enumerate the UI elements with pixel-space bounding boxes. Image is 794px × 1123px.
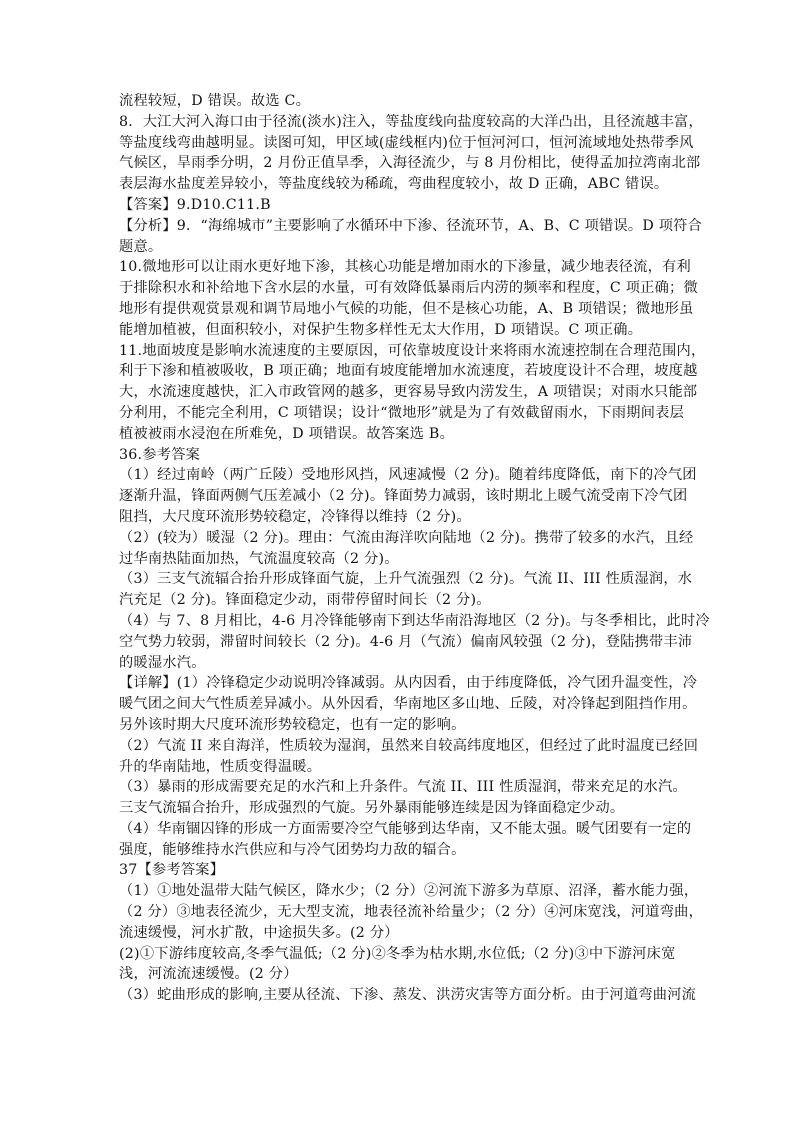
text-line: （1）经过南岭（两广丘陵）受地形风挡，风速减慢（2 分)。随着纬度降低，南下的冷气团: [119, 467, 697, 484]
text-line: 【答案】9.D10.C11.B: [119, 196, 271, 213]
text-line: 题意。: [119, 238, 163, 255]
text-line: （3）三支气流辐合抬升形成锋面气旋，上升气流强烈（2 分)。气流 II、III 性质湿润，水: [119, 571, 693, 588]
text-line: 利于下渗和植被吸收，B 项正确；地面有坡度能增加水流速度，若坡度设计不合理，坡度越: [119, 363, 698, 380]
text-line: 气候区，旱雨季分明，2 月份正值旱季，入海径流少，与 8 月份相比，使得孟加拉湾南北部: [119, 155, 701, 172]
text-line: 36.参考答案: [119, 446, 201, 463]
text-line: 【分析】9．“海绵城市”主要影响了水循环中下渗、径流环节，A、B、C 项错误。D 项符合: [119, 217, 703, 234]
text-line: 空气势力较弱，滞留时间较长（2 分)。4-6 月（气流）偏南风较强（2 分)，登陆携带丰沛: [119, 633, 693, 650]
text-line: 升的华南陆地，性质变得温暖。: [119, 758, 322, 775]
text-line: （2 分）③地表径流少，无大型支流，地表径流补给量少；（2 分）④河床宽浅，河道弯曲，: [119, 904, 704, 921]
text-line: 逐渐升温，锋面两侧气压差减小（2 分)。锋面势力减弱，该时期北上暖气流受南下冷气团: [119, 488, 688, 505]
text-line: 暖气团之间大气性质差异减小。从外因看，华南地区多山地、丘陵，对冷锋起到阻挡作用。: [119, 696, 697, 713]
text-line: 11.地面坡度是影响水流速度的主要原因，可依靠坡度设计来将雨水流速控制在合理范围内，: [119, 342, 706, 359]
text-line: (2)①下游纬度较高,冬季气温低;（2 分)②冬季为枯水期,水位低;（2 分)③中下游河床宽: [119, 945, 676, 962]
text-line: （4）华南锢囚锋的形成一方面需要冷空气能够到达华南，又不能太强。暖气团要有一定的: [119, 820, 692, 837]
text-line: 37【参考答案】: [119, 862, 225, 879]
text-line: 表层海水盐度差异较小，等盐度线较为稀疏，弯曲程度较小，故 D 正确，ABC 错误。: [119, 176, 669, 193]
text-line: 的暖湿水汽。: [119, 654, 206, 671]
text-line: 能增加植被，但面积较小，对保护生物多样性无太大作用，D 项错误。C 项正确。: [119, 321, 643, 338]
text-line: （3）蛇曲形成的影响,主要从径流、下渗、蒸发、洪涝灾害等方面分析。由于河道弯曲河流: [119, 987, 697, 1004]
text-line: 等盐度线弯曲越明显。读图可知，甲区域(虚线框内)位于恒河河口，恒河流域地处热带季风: [119, 134, 694, 151]
text-line: 10.微地形可以让雨水更好地下渗，其核心功能是增加雨水的下渗量，减少地表径流，有利: [119, 259, 691, 276]
text-line: 地形有提供观赏景观和调节局地小气候的功能，但不是核心功能，A、B 项错误；微地形虽: [119, 300, 694, 317]
text-line: 大，水流速度越快，汇入市政管网的越多，更容易导致内涝发生，A 项错误；对雨水只能部: [119, 384, 698, 401]
document-page: [119, 91, 710, 1006]
text-line: 浅，河流流速缓慢。(2 分）: [119, 966, 298, 983]
text-line: 于排除积水和补给地下含水层的水量，可有效降低暴雨后内涝的频率和程度，C 项正确；微: [119, 280, 698, 297]
text-line: 分利用，不能完全利用，C 项错误；设计“微地形”就是为了有效截留雨水，下雨期间表层: [119, 404, 685, 421]
text-line: 流程较短，D 错误。故选 C。: [119, 93, 311, 109]
text-line: 阻挡，大尺度环流形势较稳定，冷锋得以维持（2 分)。: [119, 508, 471, 525]
text-line: （4）与 7、8 月相比，4-6 月冷锋能够南下到达华南沿海地区（2 分)。与冬季相比，此时冷: [119, 612, 710, 629]
text-line: 植被被雨水浸泡在所难免，D 项错误。故答案选 B。: [119, 425, 455, 442]
text-line: （2）(较为）暖湿（2 分)。理由：气流由海洋吹向陆地（2 分)。携带了较多的水汽，且经: [119, 529, 694, 546]
text-line: 三支气流辐合抬升，形成强烈的气旋。另外暴雨能够连续是因为锋面稳定少动。: [119, 800, 625, 817]
text-line: 汽充足（2 分)。锋面稳定少动，雨带停留时间长（2 分)。: [119, 592, 491, 609]
text-line: （2）气流 II 来自海洋，性质较为湿润，虽然来自较高纬度地区，但经过了此时温度已经回: [119, 737, 699, 754]
text-line: 另外该时期大尺度环流形势较稳定，也有一定的影响。: [119, 716, 466, 733]
text-line: （1）①地处温带大陆气候区，降水少；（2 分）②河流下游多为草原、沼泽，蓄水能力强，: [119, 883, 699, 900]
text-line: 8．大江大河入海口由于径流(淡水)注入，等盐度线向盐度较高的大洋凸出，且径流越丰富，: [119, 113, 703, 130]
text-line: （3）暴雨的形成需要充足的水汽和上升条件。气流 II、III 性质湿润，带来充足的水汽。: [119, 779, 687, 796]
text-line: 【详解】(1）冷锋稳定少动说明冷锋减弱。从内因看，由于纬度降低，冷气团升温变性，冷: [119, 675, 698, 692]
text-line: 流速缓慢，河水扩散，中途损失多。(2 分）: [119, 924, 399, 941]
text-line: 过华南热陆面加热，气流温度较高（2 分)。: [119, 550, 399, 567]
text-line: 强度，能够维持水汽供应和与冷气团势均力敌的辐合。: [119, 841, 466, 858]
